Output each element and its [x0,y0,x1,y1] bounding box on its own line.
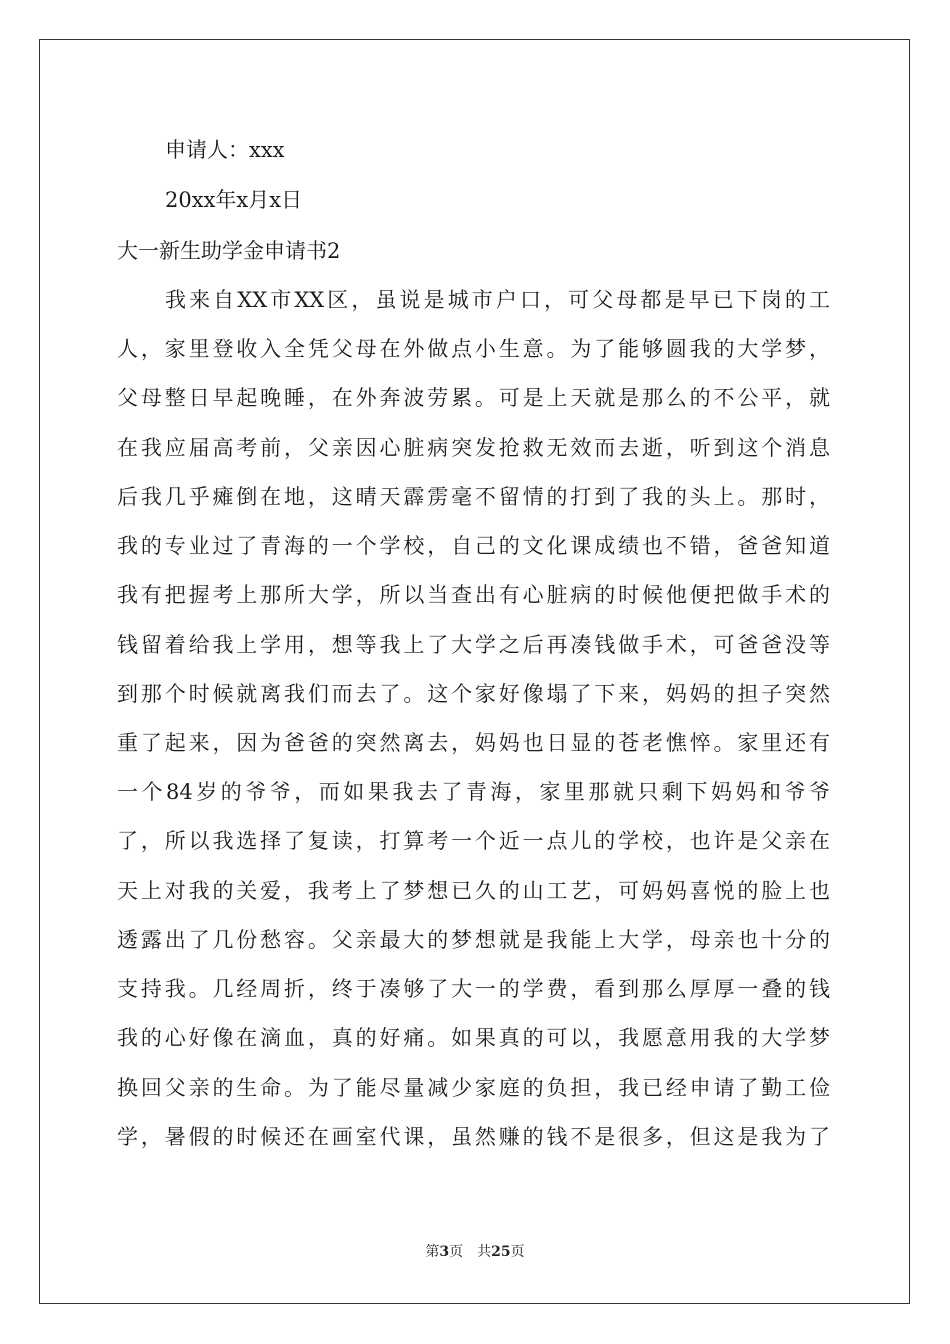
paragraph-line: 重了起来，因为爸爸的突然离去，妈妈也日显的苍老憔悴。家里还有 [117,731,830,755]
total-pages-indicator: 共25页 [477,1244,525,1260]
paragraph-line: 一个84岁的爷爷，而如果我去了青海，家里那就只剩下妈妈和爷爷 [117,780,830,804]
paragraph-line: 钱留着给我上学用，想等我上了大学之后再凑钱做手术，可爸爸没等 [117,633,830,657]
paragraph-line: 在我应届高考前，父亲因心脏病突发抢救无效而去逝，听到这个消息 [117,436,830,460]
page-border [39,39,910,1304]
paragraph-line: 我的专业过了青海的一个学校，自己的文化课成绩也不错，爸爸知道 [117,534,830,558]
paragraph-line: 我有把握考上那所大学，所以当查出有心脏病的时候他便把做手术的 [117,583,830,607]
applicant-signature: 申请人：xxx [165,138,285,162]
paragraph-line: 支持我。几经周折，终于凑够了大一的学费，看到那么厚厚一叠的钱 [117,977,830,1001]
total-page-count: 25 [491,1244,511,1260]
paragraph-line: 到那个时候就离我们而去了。这个家好像塌了下来，妈妈的担子突然 [117,682,830,706]
page-footer [0,1242,950,1262]
paragraph-line: 了，所以我选择了复读，打算考一个近一点儿的学校，也许是父亲在 [117,829,830,853]
paragraph-line: 我的心好像在滴血，真的好痛。如果真的可以，我愿意用我的大学梦 [117,1026,830,1050]
paragraph-line: 学，暑假的时候还在画室代课，虽然赚的钱不是很多，但这是我为了 [117,1125,830,1149]
application-date: 20xx年x月x日 [165,188,303,212]
paragraph-line: 透露出了几份愁容。父亲最大的梦想就是我能上大学，母亲也十分的 [117,928,830,952]
paragraph-line: 人，家里登收入全凭父母在外做点小生意。为了能够圆我的大学梦， [117,337,830,361]
paragraph-line: 我来自XX市XX区，虽说是城市户口，可父母都是早已下岗的工 [165,288,830,312]
paragraph-line: 父母整日早起晚睡，在外奔波劳累。可是上天就是那么的不公平，就 [117,386,830,410]
paragraph-line: 天上对我的关爱，我考上了梦想已久的山工艺，可妈妈喜悦的脸上也 [117,879,830,903]
page-indicator: 第3页 [425,1244,464,1260]
paragraph-line: 换回父亲的生命。为了能尽量减少家庭的负担，我已经申请了勤工俭 [117,1076,830,1100]
current-page-number: 3 [439,1244,450,1260]
paragraph-line: 后我几乎瘫倒在地，这晴天霹雳毫不留情的打到了我的头上。那时， [117,485,830,509]
document-title: 大一新生助学金申请书2 [117,239,341,263]
